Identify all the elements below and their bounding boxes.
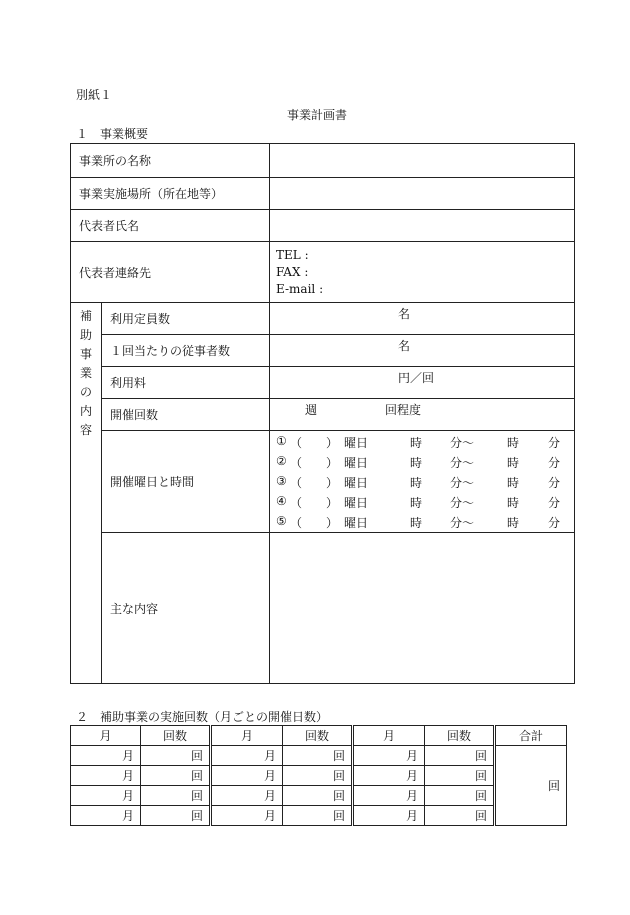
schedule-hour: 時 bbox=[410, 435, 423, 450]
schedule-num: ③ bbox=[276, 473, 287, 488]
schedule-row bbox=[270, 512, 574, 532]
month-cell[interactable]: 月 bbox=[71, 746, 141, 766]
schedule-row bbox=[270, 492, 574, 512]
monthly-sessions-table bbox=[70, 725, 567, 826]
month-cell[interactable]: 月 bbox=[211, 766, 283, 786]
schedule-hour: 時 bbox=[410, 455, 423, 470]
schedule-min2: 分 bbox=[548, 455, 561, 470]
schedule-paren: （ ） bbox=[290, 435, 339, 450]
month-cell[interactable]: 月 bbox=[353, 746, 425, 766]
schedule-paren: （ ） bbox=[290, 495, 339, 510]
staff-count-label: １回当たりの従事者数 bbox=[102, 335, 270, 367]
representative-name-label: 代表者氏名 bbox=[71, 210, 270, 242]
count-cell[interactable]: 回 bbox=[141, 746, 211, 766]
schedule-paren: （ ） bbox=[290, 515, 339, 530]
location-field[interactable] bbox=[270, 178, 575, 210]
month-cell[interactable]: 月 bbox=[211, 746, 283, 766]
schedule-min2: 分 bbox=[548, 495, 561, 510]
fax-label: FAX : bbox=[276, 264, 309, 279]
annex-label: 別紙１ bbox=[76, 88, 113, 102]
schedule-num: ① bbox=[276, 433, 287, 448]
count-cell[interactable]: 回 bbox=[141, 786, 211, 806]
section1-heading: １ 事業概要 bbox=[76, 127, 149, 141]
representative-contact-field[interactable] bbox=[270, 242, 575, 303]
count-cell[interactable]: 回 bbox=[141, 766, 211, 786]
schedule-day: 曜日 bbox=[344, 435, 369, 450]
staff-count-field[interactable] bbox=[270, 335, 575, 367]
schedule-paren: （ ） bbox=[290, 475, 339, 490]
schedule-row bbox=[270, 452, 574, 472]
count-cell[interactable]: 回 bbox=[283, 746, 353, 766]
schedule-hour2: 時 bbox=[507, 515, 520, 530]
schedule-hour2: 時 bbox=[507, 475, 520, 490]
schedule-num: ⑤ bbox=[276, 513, 287, 528]
count-cell[interactable]: 回 bbox=[425, 766, 495, 786]
business-overview-table bbox=[70, 143, 575, 684]
header-total: 合計 bbox=[495, 726, 567, 746]
header-month-1: 月 bbox=[71, 726, 141, 746]
tel-label: TEL : bbox=[276, 247, 309, 262]
schedule-min2: 分 bbox=[548, 475, 561, 490]
month-cell[interactable]: 月 bbox=[71, 766, 141, 786]
count-cell[interactable]: 回 bbox=[425, 746, 495, 766]
header-month-2: 月 bbox=[211, 726, 283, 746]
month-cell[interactable]: 月 bbox=[353, 766, 425, 786]
month-cell[interactable]: 月 bbox=[353, 806, 425, 826]
schedule-min2: 分 bbox=[548, 515, 561, 530]
staff-count-unit: 名 bbox=[398, 339, 411, 353]
schedule-min2: 分 bbox=[548, 435, 561, 450]
schedule-hour2: 時 bbox=[507, 455, 520, 470]
schedule-row bbox=[270, 472, 574, 492]
schedule-min: 分～ bbox=[450, 475, 475, 490]
fee-field[interactable] bbox=[270, 367, 575, 399]
month-cell[interactable]: 月 bbox=[353, 786, 425, 806]
schedule-label: 開催曜日と時間 bbox=[102, 431, 270, 533]
total-cell[interactable]: 回 bbox=[495, 746, 567, 826]
schedule-hour: 時 bbox=[410, 475, 423, 490]
location-label: 事業実施場所（所在地等） bbox=[71, 178, 270, 210]
schedule-num: ② bbox=[276, 453, 287, 468]
fee-unit: 円／回 bbox=[398, 371, 435, 385]
office-name-label: 事業所の名称 bbox=[71, 144, 270, 178]
schedule-field[interactable] bbox=[270, 431, 575, 533]
main-content-field[interactable] bbox=[270, 533, 575, 684]
count-cell[interactable]: 回 bbox=[283, 806, 353, 826]
main-content-label: 主な内容 bbox=[102, 533, 270, 684]
schedule-day: 曜日 bbox=[344, 455, 369, 470]
header-count-3: 回数 bbox=[425, 726, 495, 746]
header-count-1: 回数 bbox=[141, 726, 211, 746]
frequency-field[interactable] bbox=[270, 399, 575, 431]
email-label: E-mail : bbox=[276, 281, 324, 296]
schedule-hour: 時 bbox=[410, 515, 423, 530]
month-cell[interactable]: 月 bbox=[211, 806, 283, 826]
office-name-field[interactable] bbox=[270, 144, 575, 178]
month-cell[interactable]: 月 bbox=[71, 786, 141, 806]
schedule-day: 曜日 bbox=[344, 495, 369, 510]
count-cell[interactable]: 回 bbox=[425, 806, 495, 826]
representative-contact-label: 代表者連絡先 bbox=[71, 242, 270, 303]
frequency-week: 週 bbox=[305, 403, 318, 417]
section2-heading: ２ 補助事業の実施回数（月ごとの開催日数） bbox=[76, 710, 329, 724]
schedule-min: 分～ bbox=[450, 435, 475, 450]
frequency-label: 開催回数 bbox=[102, 399, 270, 431]
fee-label: 利用料 bbox=[102, 367, 270, 399]
header-count-2: 回数 bbox=[283, 726, 353, 746]
schedule-num: ④ bbox=[276, 493, 287, 508]
schedule-day: 曜日 bbox=[344, 515, 369, 530]
count-cell[interactable]: 回 bbox=[141, 806, 211, 826]
schedule-paren: （ ） bbox=[290, 455, 339, 470]
month-cell[interactable]: 月 bbox=[211, 786, 283, 806]
schedule-row bbox=[270, 432, 574, 452]
count-cell[interactable]: 回 bbox=[425, 786, 495, 806]
capacity-label: 利用定員数 bbox=[102, 303, 270, 335]
document-title: 事業計画書 bbox=[287, 108, 348, 122]
month-cell[interactable]: 月 bbox=[71, 806, 141, 826]
count-cell[interactable]: 回 bbox=[283, 766, 353, 786]
header-month-3: 月 bbox=[353, 726, 425, 746]
schedule-day: 曜日 bbox=[344, 475, 369, 490]
frequency-unit: 回程度 bbox=[385, 403, 422, 417]
schedule-min: 分～ bbox=[450, 455, 475, 470]
schedule-min: 分～ bbox=[450, 515, 475, 530]
count-cell[interactable]: 回 bbox=[283, 786, 353, 806]
capacity-field[interactable] bbox=[270, 303, 575, 335]
project-content-vertical-label: 補 助 事 業 の 内 容 bbox=[71, 303, 102, 684]
schedule-hour2: 時 bbox=[507, 495, 520, 510]
representative-name-field[interactable] bbox=[270, 210, 575, 242]
schedule-hour: 時 bbox=[410, 495, 423, 510]
capacity-unit: 名 bbox=[398, 307, 411, 321]
schedule-min: 分～ bbox=[450, 495, 475, 510]
schedule-list bbox=[270, 432, 574, 532]
schedule-hour2: 時 bbox=[507, 435, 520, 450]
